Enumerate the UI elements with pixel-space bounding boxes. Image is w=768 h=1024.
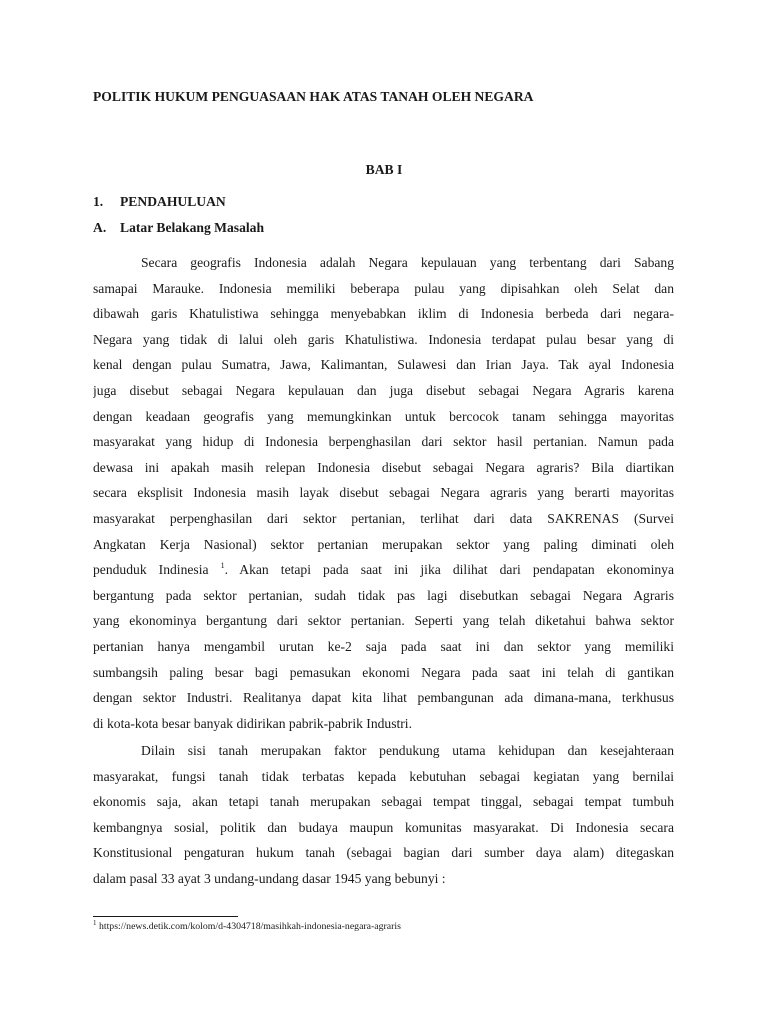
subsection-number: A.: [93, 220, 107, 235]
subsection-label: Latar Belakang Masalah: [120, 220, 265, 235]
paragraph-line: Angkatan Kerja Nasional) sektor pertanian merupakan sektor yang paling diminati oleh: [93, 536, 674, 552]
chapter-heading: BAB I: [365, 162, 403, 177]
paragraph-line: masyarakat yang hidup di Indonesia berpenghasilan dari sektor hasil pertanian. Namun pada: [93, 434, 674, 450]
line-text: . Akan tetapi pada saat ini jika dilihat dari pendapatan ekonominya: [224, 562, 674, 578]
paragraph-line: samapai Marauke. Indonesia memiliki beberapa pulau yang dipisahkan oleh Selat dan: [93, 280, 674, 296]
paragraph-line: masyarakat perpenghasilan dari sektor pertanian, terlihat dari data SAKRENAS (Survei: [93, 510, 674, 526]
paragraph-line: kembangnya sosial, politik dan budaya maupun komunitas masyarakat. Di Indonesia secara: [93, 819, 674, 835]
section-label: PENDAHULUAN: [120, 194, 226, 209]
paragraph-line: yang ekonominya bergantung dari sektor pertanian. Seperti yang telah diketahui bahwa sektor: [93, 613, 674, 629]
paragraph-line: dengan keadaan geografis yang memungkinkan untuk bercocok tanam sehingga mayoritas: [93, 408, 674, 424]
paragraph-line: Negara yang tidak di lalui oleh garis Khatulistiwa. Indonesia terdapat pulau besar yang di: [93, 331, 674, 347]
paragraph-line: juga disebut sebagai Negara kepulauan dan juga disebut sebagai Negara Agraris karena: [93, 382, 674, 398]
section-heading: [93, 194, 226, 210]
paragraph-line-with-footnote: [93, 557, 674, 583]
paragraph-line: dalam pasal 33 ayat 3 undang-undang dasar 1945 yang bebunyi :: [93, 870, 446, 886]
paragraph-line: Secara geografis Indonesia adalah Negara kepulauan yang terbentang dari Sabang: [141, 255, 674, 270]
paragraph-2: [93, 738, 674, 892]
paragraph-line: dengan sektor Industri. Realitanya dapat kita lihat pembangunan ada dimana-mana, terkhusus: [93, 690, 674, 706]
paragraph-line: pertanian hanya mengambil urutan ke-2 saja pada saat ini dan sektor yang memiliki: [93, 638, 674, 654]
footnote-link[interactable]: https://news.detik.com/kolom/d-4304718/masihkah-indonesia-negara-agraris: [96, 921, 401, 932]
paragraph-1: [93, 250, 674, 736]
footnote: [93, 921, 401, 932]
document-title: POLITIK HUKUM PENGUASAAN HAK ATAS TANAH OLEH NEGARA: [93, 89, 534, 104]
paragraph-line: bergantung pada sektor pertanian, sudah tidak pas lagi disebutkan sebagai Negara Agraris: [93, 587, 674, 603]
section-number: 1.: [93, 194, 104, 209]
paragraph-line: Konstitusional pengaturan hukum tanah (sebagai bagian dari sumber daya alam) ditegaskan: [93, 845, 674, 861]
paragraph-line: secara eksplisit Indonesia masih layak disebut sebagai Negara agraris yang berarti mayoritas: [93, 485, 674, 501]
paragraph-line: sumbangsih paling besar bagi pemasukan ekonomi Negara pada saat ini telah di gantikan: [93, 664, 674, 680]
paragraph-line: ekonomis saja, akan tetapi tanah merupakan sebagai tempat tinggal, sebagai tempat tumbuh: [93, 794, 674, 810]
footnote-divider: [93, 916, 238, 917]
paragraph-line: kenal dengan pulau Sumatra, Jawa, Kalimantan, Sulawesi dan Irian Jaya. Tak ayal Indonesia: [93, 357, 674, 373]
paragraph-line: dibawah garis Khatulistiwa sehingga menyebabkan iklim di Indonesia berbeda dari negara-: [93, 306, 674, 322]
subsection-heading: [93, 220, 264, 236]
paragraph-line: dewasa ini apakah masih relepan Indonesia disebut sebagai Negara agraris? Bila diartikan: [93, 459, 674, 475]
paragraph-line: di kota-kota besar banyak didirikan pabrik-pabrik Industri.: [93, 715, 412, 731]
line-text: penduduk Indinesia: [93, 562, 221, 578]
paragraph-line: Dilain sisi tanah merupakan faktor pendukung utama kehidupan dan kesejahteraan: [141, 743, 674, 758]
paragraph-line: masyarakat, fungsi tanah tidak terbatas kepada kebutuhan sebagai kegiatan yang bernilai: [93, 768, 674, 784]
footnote-reference[interactable]: 1: [220, 561, 225, 571]
footnote-number: 1: [93, 919, 97, 927]
